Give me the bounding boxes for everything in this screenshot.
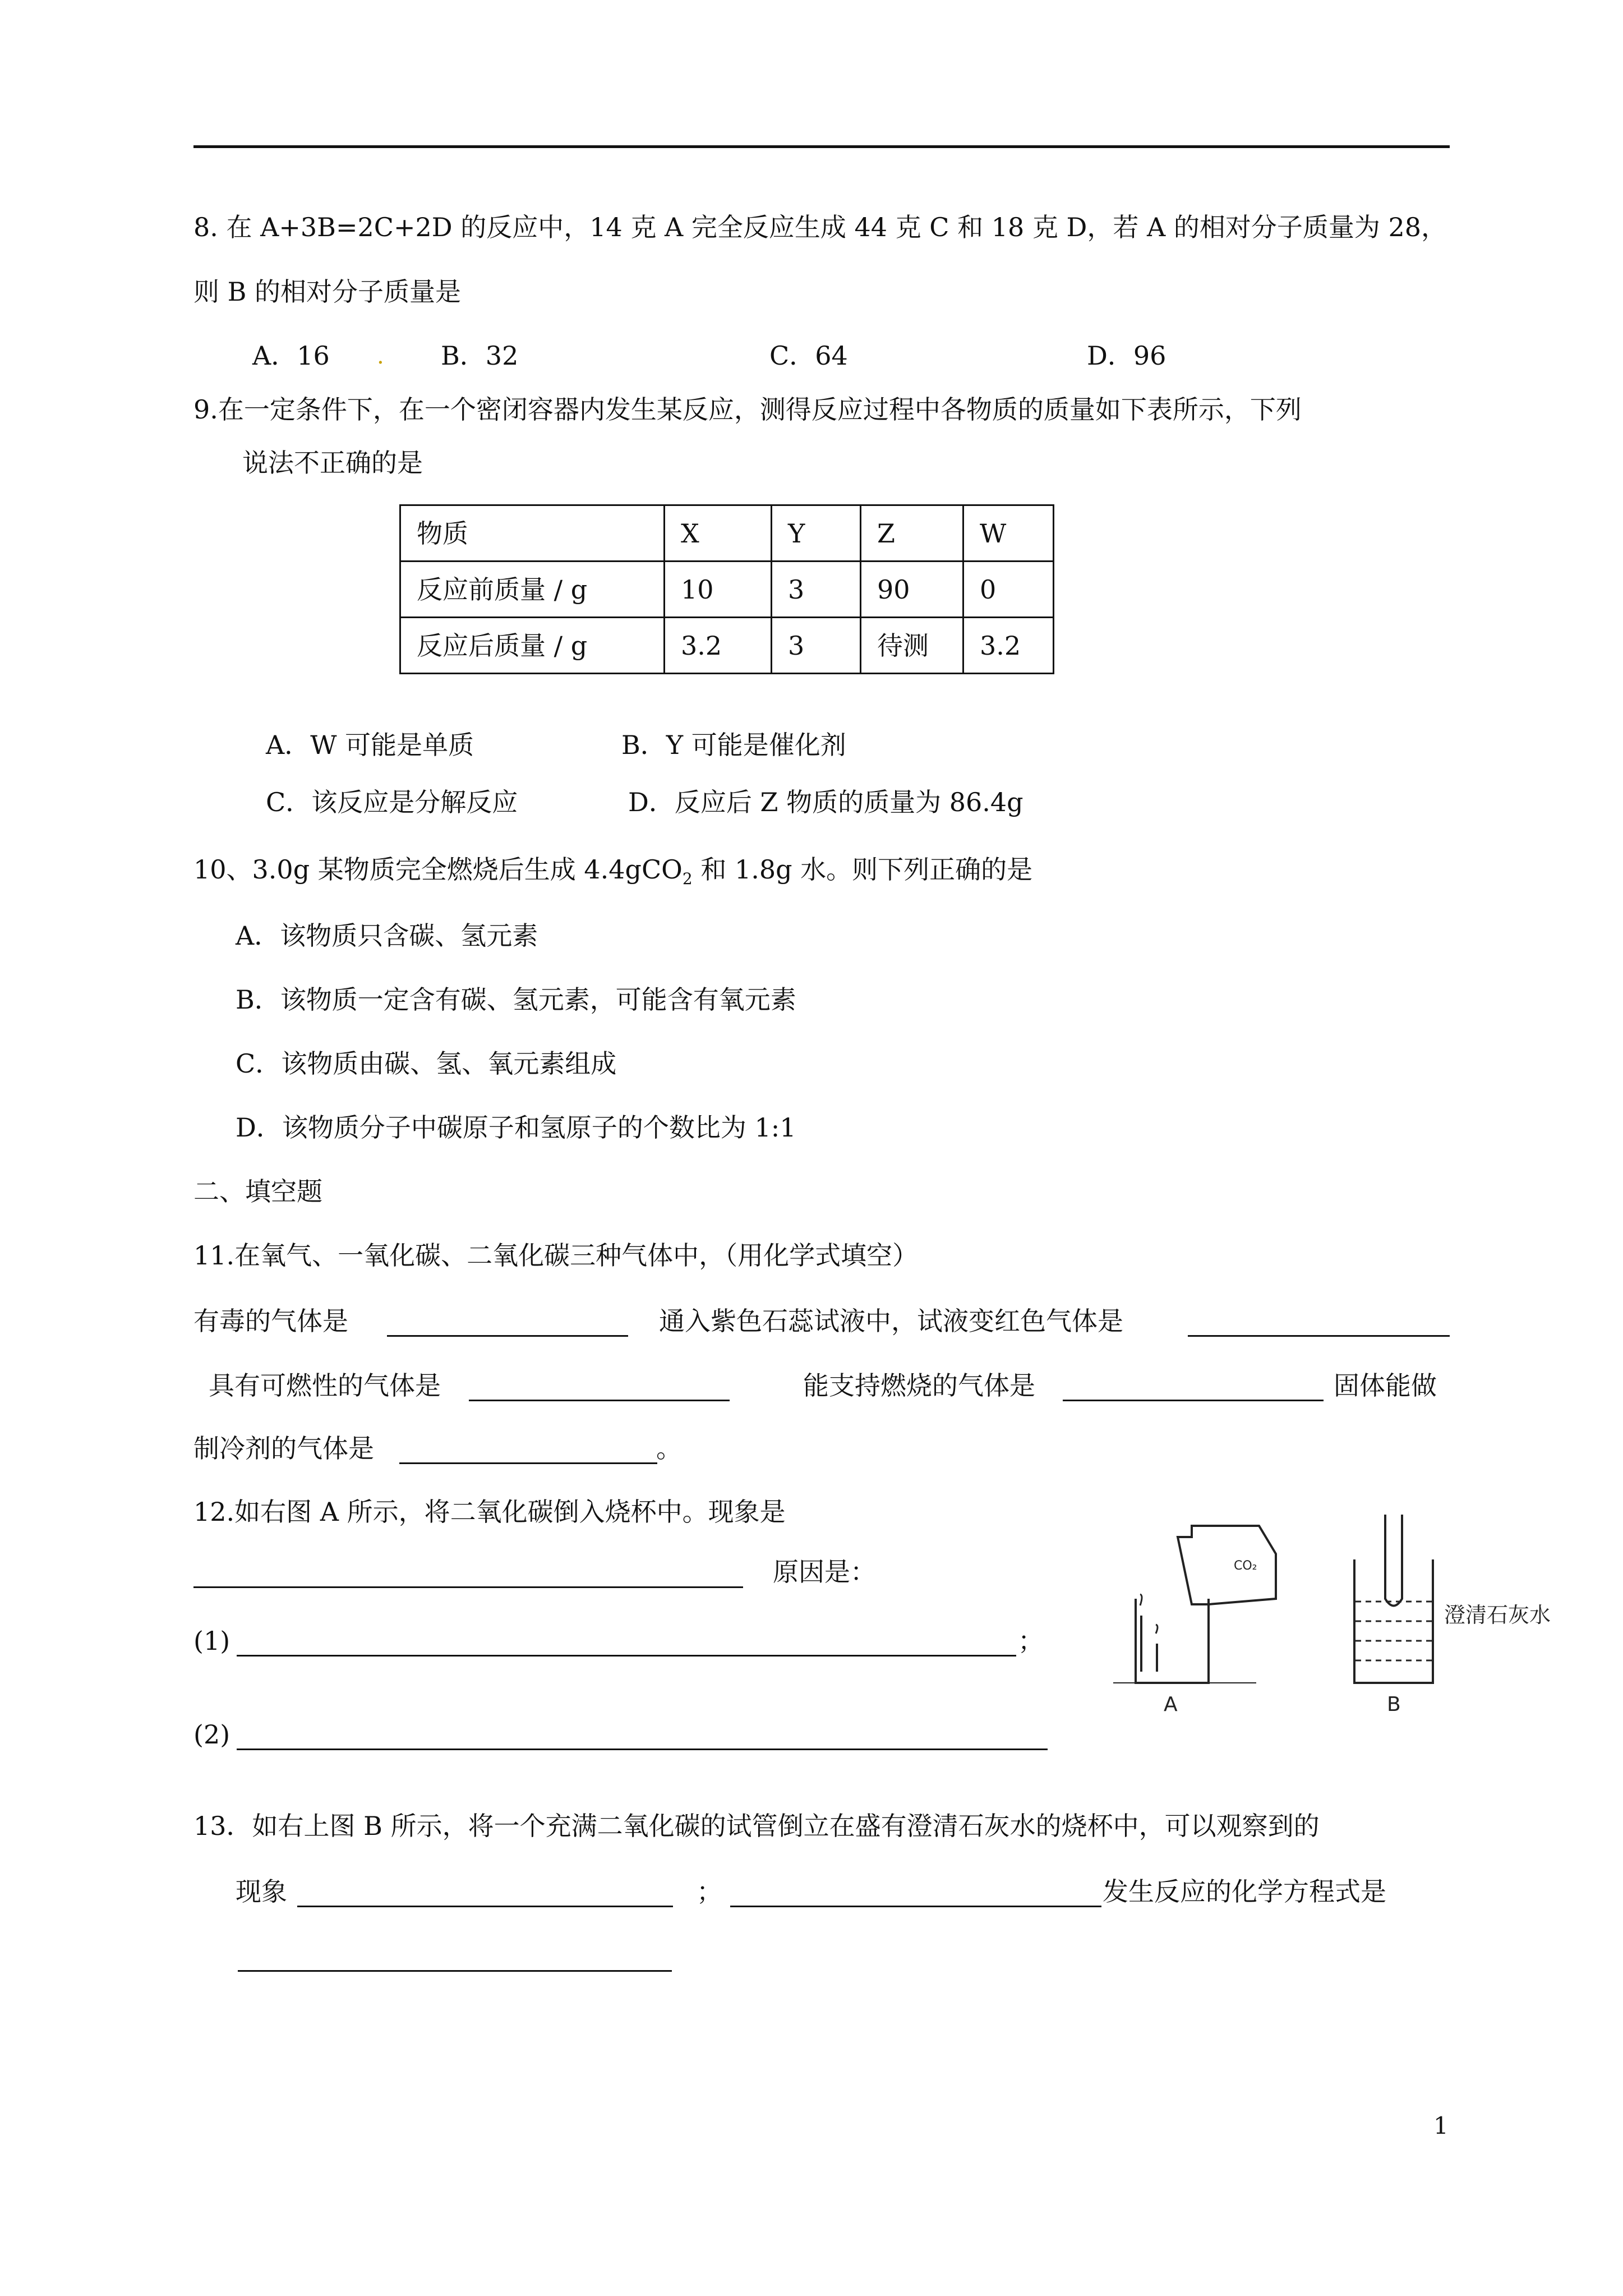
answer-blank[interactable] [399,1462,657,1464]
q8-option-a: A．16 [252,341,330,371]
q9-mass-table [399,504,1054,674]
table-cell: 3 [772,562,861,618]
table-cell: 反应后质量 / g [400,618,665,674]
q13-stem: 13．如右上图 B 所示，将一个充满二氧化碳的试管倒立在盛有澄清石灰水的烧杯中，可以观察到的 [193,1811,1320,1841]
q10-stem-pre: 10、3.0g 某物质完全燃烧后生成 4.4gCO [193,854,683,885]
q11-prompt-litmus: 通入紫色石蕊试液中，试液变红色气体是 [659,1306,1123,1336]
table-header-row [400,505,1054,562]
q12-reason-1-label: (1) [193,1626,230,1656]
q8-stem-line1: 8. 在 A+3B=2C+2D 的反应中，14 克 A 完全反应生成 44 克 C 和 18 克 D，若 A 的相对分子质量为 28， [193,212,1447,242]
q11-prompt-toxic: 有毒的气体是 [193,1306,348,1336]
q9-option-a: A．W 可能是单质 [266,730,474,760]
answer-blank[interactable] [1063,1400,1324,1401]
q10-stem [193,853,1033,889]
answer-blank[interactable] [238,1970,672,1972]
q12-reason-2-label: (2) [193,1719,230,1750]
q8-option-b: B．32 [441,341,519,371]
experiment-figure [1108,1503,1565,1728]
yellow-dot-mark: . [377,343,384,369]
table-cell: W [963,505,1054,562]
table-cell: 待测 [861,618,963,674]
table-row [400,562,1054,618]
q11-prompt-refrigerant: 制冷剂的气体是 [193,1433,374,1464]
q11-prompt-flammable: 具有可燃性的气体是 [209,1370,441,1401]
figure-label-a: A [1164,1693,1178,1716]
q13-prompt-equation: 发生反应的化学方程式是 [1103,1876,1386,1907]
q8-stem-line2: 则 B 的相对分子质量是 [193,277,462,307]
answer-blank[interactable] [237,1749,1048,1750]
table-cell: 反应前质量 / g [400,562,665,618]
q10-subscript: 2 [682,869,693,889]
q9-option-c: C．该反应是分解反应 [266,787,518,817]
q10-option-a: A．该物质只含碳、氢元素 [236,921,538,951]
table-cell: 90 [861,562,963,618]
q13-prompt-phenomenon: 现象 [236,1876,287,1907]
table-row [400,618,1054,674]
figure-label-b: B [1387,1693,1401,1716]
q9-stem-line1: 9.在一定条件下，在一个密闭容器内发生某反应，测得反应过程中各物质的质量如下表所示，下列 [193,394,1302,425]
figure-b-test-tube-in-limewater [1354,1515,1433,1683]
table-cell: 3.2 [963,618,1054,674]
q13-semicolon: ； [697,1876,722,1907]
table-cell: 3.2 [665,618,772,674]
q11-prompt-combustion: 能支持燃烧的气体是 [803,1370,1035,1401]
header-rule [193,145,1450,148]
answer-blank[interactable] [469,1400,730,1401]
q10-stem-post: 和 1.8g 水。则下列正确的是 [692,854,1033,885]
q10-option-b: B．该物质一定含有碳、氢元素，可能含有氧元素 [236,984,796,1015]
table-cell: 10 [665,562,772,618]
q10-option-d: D．该物质分子中碳原子和氢原子的个数比为 1:1 [236,1112,796,1143]
q11-prompt-solid: 固体能做 [1334,1370,1437,1401]
q12-stem: 12.如右图 A 所示，将二氧化碳倒入烧杯中。现象是 [193,1497,786,1527]
table-cell: 0 [963,562,1054,618]
q9-option-b: B．Y 可能是催化剂 [621,730,846,760]
table-cell: X [665,505,772,562]
limewater-label: 澄清石灰水 [1444,1603,1551,1627]
q9-option-d: D．反应后 Z 物质的质量为 86.4g [628,787,1023,817]
table-cell: 物质 [400,505,665,562]
q11-period: 。 [656,1433,682,1464]
q12-reason-label: 原因是： [773,1557,876,1587]
answer-blank[interactable] [730,1906,1101,1907]
figure-a-beaker-with-candles [1113,1526,1276,1683]
answer-blank[interactable] [237,1655,1016,1657]
q11-stem: 11.在氧气、一氧化碳、二氧化碳三种气体中，（用化学式填空） [193,1240,919,1271]
co2-label: CO₂ [1234,1559,1257,1573]
q10-option-c: C．该物质由碳、氢、氧元素组成 [236,1048,617,1079]
q8-option-d: D．96 [1087,341,1166,371]
table-cell: 3 [772,618,861,674]
answer-blank[interactable] [193,1586,743,1588]
page-number: 1 [1433,2112,1449,2139]
q12-semicolon: ； [1018,1626,1044,1656]
q8-option-c: C．64 [769,341,848,371]
table-cell: Z [861,505,963,562]
answer-blank[interactable] [1188,1335,1450,1337]
q9-stem-line2: 说法不正确的是 [242,448,423,478]
section-title: 二、填空题 [193,1176,322,1207]
answer-blank[interactable] [387,1335,628,1337]
table-cell: Y [772,505,861,562]
answer-blank[interactable] [297,1906,673,1907]
